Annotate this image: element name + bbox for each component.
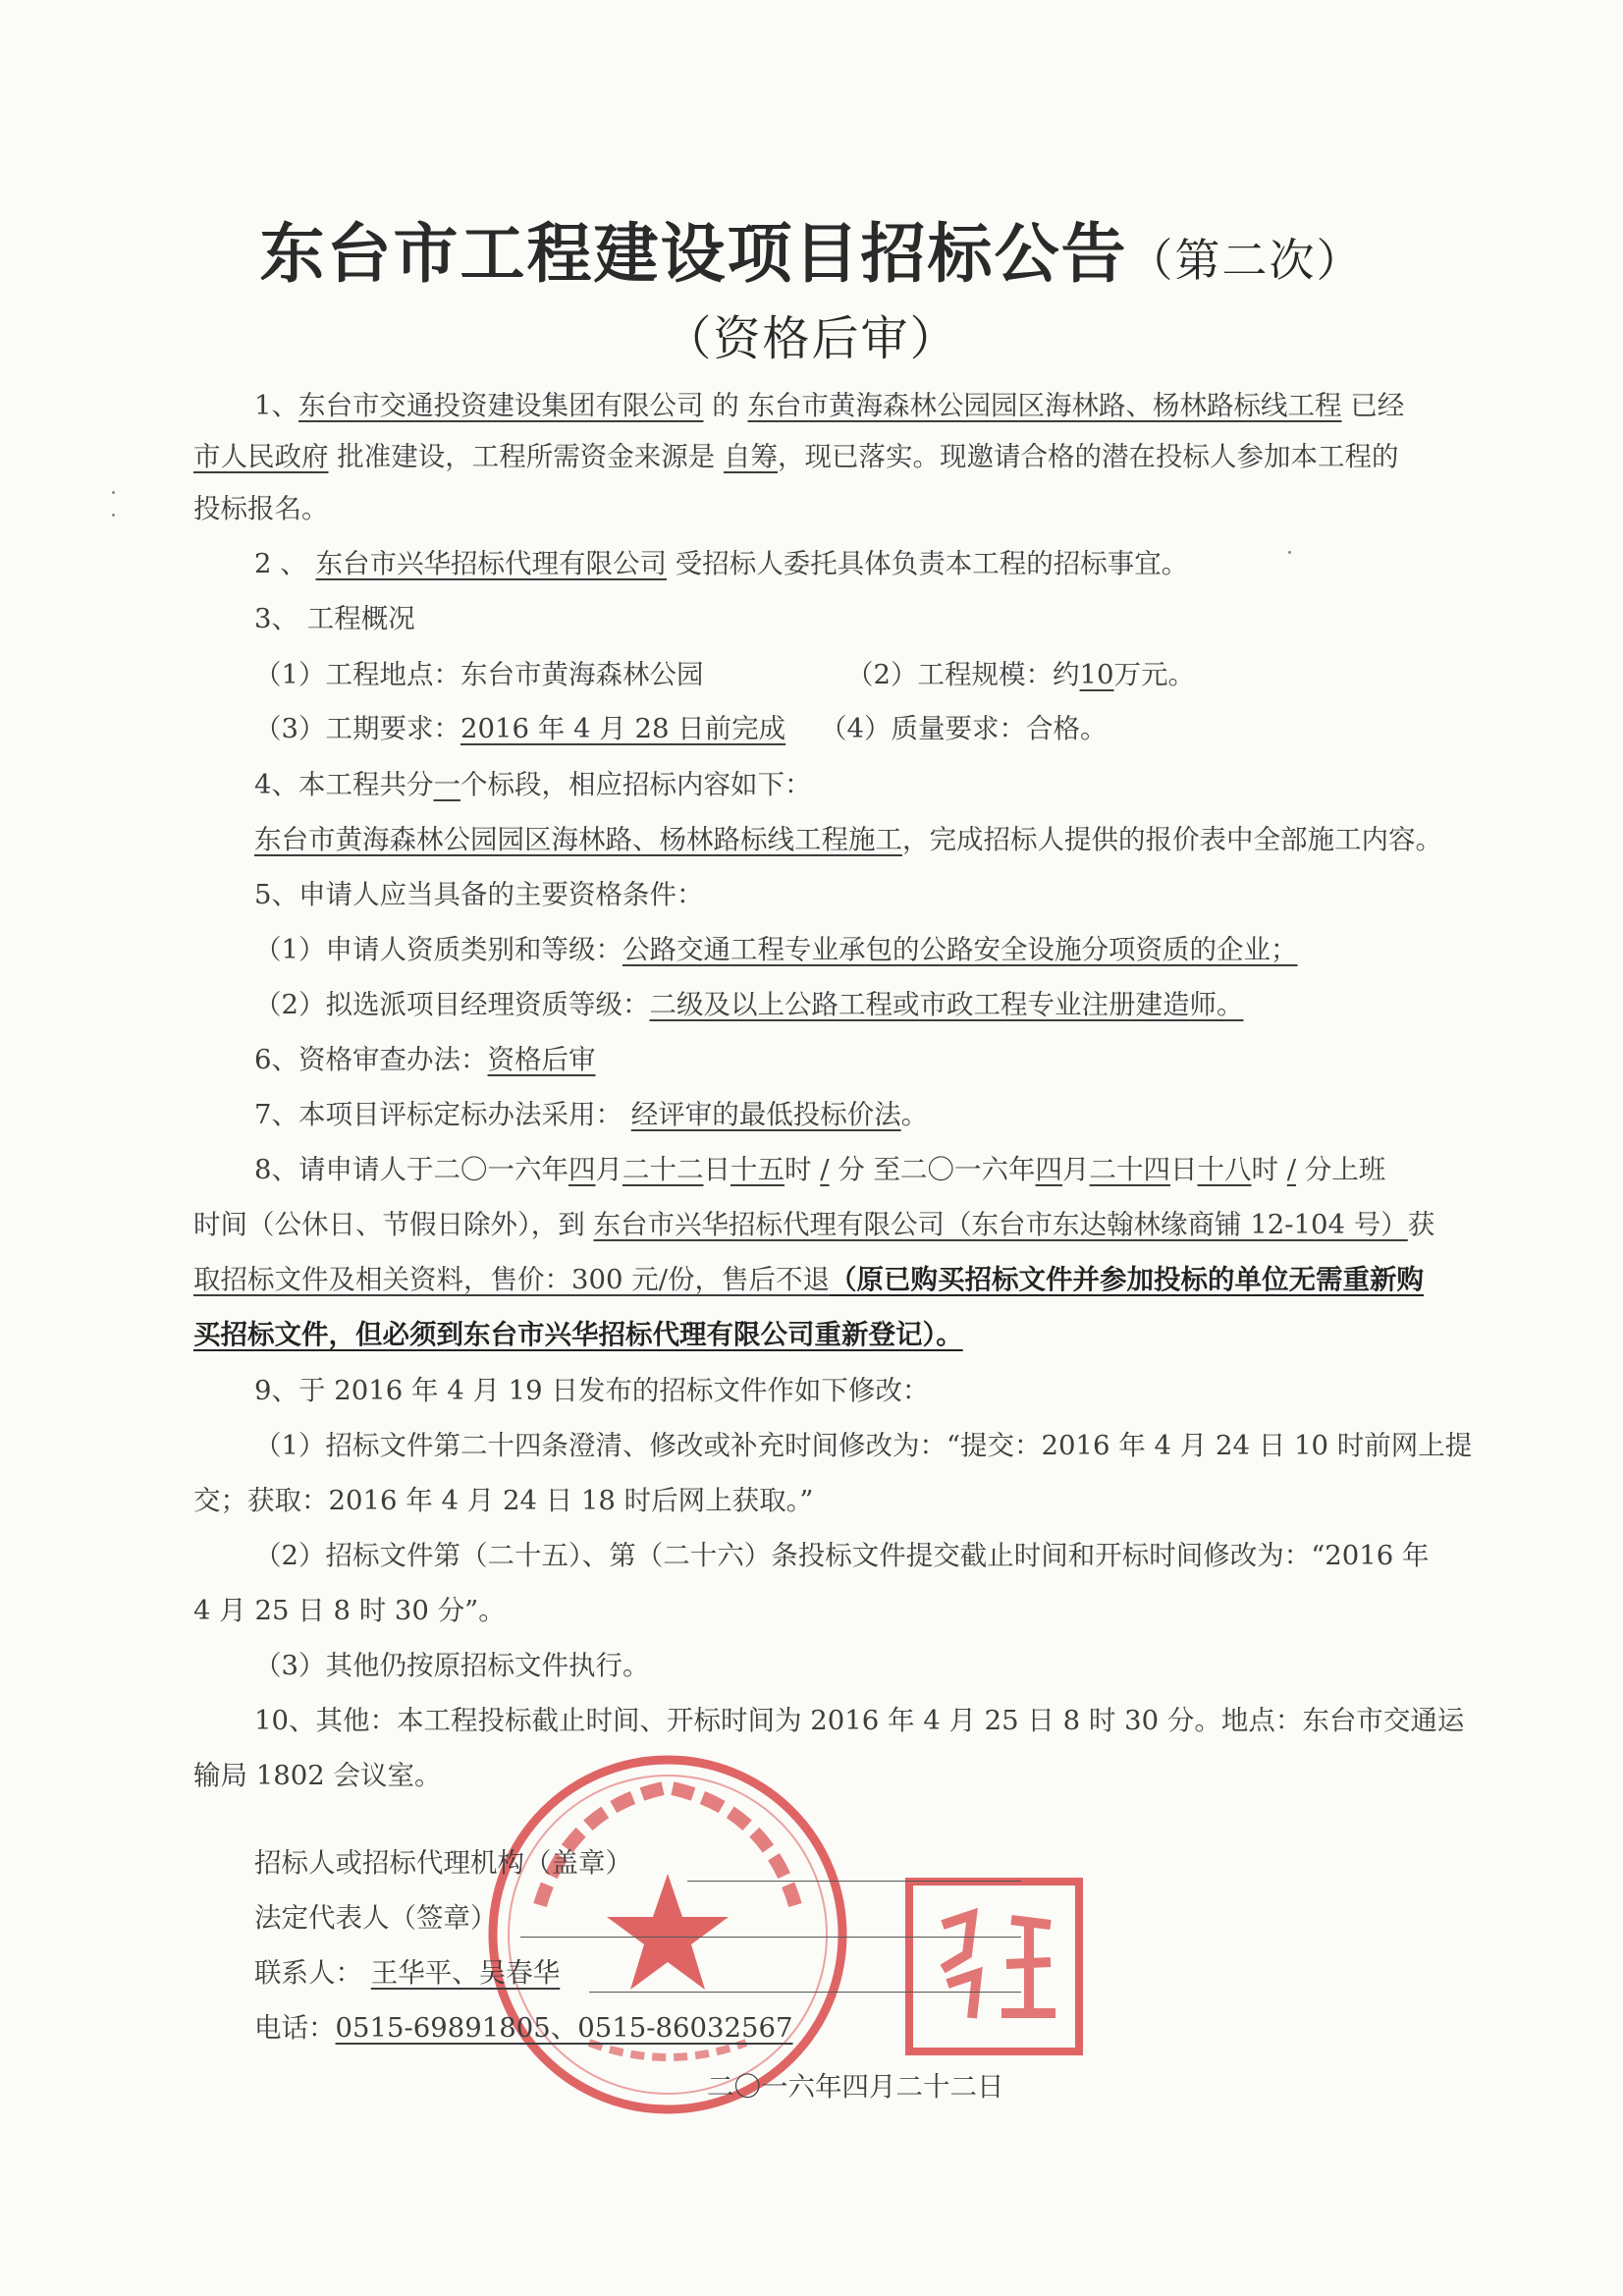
- p3-scale: （2）工程规模：约10万元。: [846, 659, 1195, 690]
- p8-line4: 买招标文件，但必须到东台市兴华招标代理有限公司重新登记）。: [193, 1319, 963, 1350]
- p9-item1-a: （1）招标文件第二十四条澄清、修改或补充时间修改为：“提交：2016 年 4 月 24 日 10 时前网上提: [254, 1430, 1473, 1461]
- org-sign-line: [687, 1881, 1021, 1882]
- rep-sign-line: [520, 1937, 1021, 1938]
- p5-cond1: （1）申请人资质类别和等级：公路交通工程专业承包的公路安全设施分项资质的企业；: [254, 934, 1298, 965]
- p10-line2: 输局 1802 会议室。: [193, 1760, 442, 1791]
- p9-head: 9、于 2016 年 4 月 19 日发布的招标文件作如下修改：: [254, 1375, 930, 1406]
- p9-item2-b: 4 月 25 日 8 时 30 分”。: [193, 1595, 506, 1626]
- scan-speck: [112, 514, 115, 517]
- p1-line2: 市人民政府 批准建设，工程所需资金来源是 自筹，现已落实。现邀请合格的潜在投标人参加本工程的: [193, 441, 1399, 472]
- approver: 市人民政府: [193, 441, 329, 472]
- title-main: 东台市工程建设项目招标公告: [259, 216, 1128, 292]
- company-seal: [481, 1748, 854, 2121]
- eval-method: 经评审的最低投标价法: [630, 1099, 901, 1130]
- p3-location: （1）工程地点：东台市黄海森林公园: [254, 659, 704, 690]
- p2-line: 2 、 东台市兴华招标代理有限公司 受招标人委托具体负责本工程的招标事宜。: [254, 548, 1189, 579]
- p4-line2: 东台市黄海森林公园园区海林路、杨林路标线工程施工，完成招标人提供的报价表中全部施工内容。: [254, 824, 1442, 855]
- contact-names: 王华平、吴春华: [370, 1957, 561, 1989]
- sign-rep-label: 法定代表人（签章）: [254, 1902, 498, 1934]
- p8-line1: 8、请申请人于二〇一六年四月二十二日十五时 / 分 至二〇一六年四月二十四日十八时 / 分上班: [254, 1154, 1386, 1185]
- p9-item2-a: （2）招标文件第（二十五）、第（二十六）条投标文件提交截止时间和开标时间修改为：“2016 年: [254, 1540, 1430, 1571]
- personal-seal: [903, 1876, 1085, 2057]
- sign-contact: 联系人： 王华平、吴春华: [254, 1957, 561, 1989]
- p9-item3: （3）其他仍按原招标文件执行。: [254, 1650, 650, 1681]
- bid-content: 东台市黄海森林公园园区海林路、杨林路标线工程施工: [254, 824, 902, 855]
- section-count: 一: [433, 769, 460, 800]
- review-method: 资格后审: [487, 1044, 596, 1075]
- p7-line: 7、本项目评标定标办法采用： 经评审的最低投标价法。: [254, 1099, 929, 1130]
- p1-line1: 1、东台市交通投资建设集团有限公司 的 东台市黄海森林公园园区海林路、杨林路标线工程 已经: [254, 390, 1405, 421]
- p5-head: 5、申请人应当具备的主要资格条件：: [254, 879, 704, 910]
- p5-cond2: （2）拟选派项目经理资质等级：二级及以上公路工程或市政工程专业注册建造师。: [254, 989, 1244, 1020]
- purchase-address: 东台市兴华招标代理有限公司（东台市东达翰林缘商铺 12-104 号）: [593, 1209, 1408, 1240]
- p8-line3: 取招标文件及相关资料，售价：300 元/份，售后不退（原已购买招标文件并参加投标的单位无需重新购: [193, 1264, 1424, 1295]
- cond2-value: 二级及以上公路工程或市政工程专业注册建造师。: [649, 989, 1244, 1020]
- document-subtitle: （资格后审）: [664, 311, 959, 366]
- project-name: 东台市黄海森林公园园区海林路、杨林路标线工程: [747, 390, 1342, 421]
- sign-phone: 电话：0515-69891805、0515-86032567: [254, 2012, 793, 2044]
- p3-head: 3、 工程概况: [254, 603, 415, 634]
- document-title: [0, 201, 1623, 295]
- p4-line1: 4、本工程共分一个标段，相应招标内容如下：: [254, 769, 812, 800]
- cond1-value: 公路交通工程专业承包的公路安全设施分项资质的企业；: [622, 934, 1298, 965]
- phone-numbers: 0515-69891805、0515-86032567: [335, 2012, 793, 2044]
- agency-name: 东台市兴华招标代理有限公司: [315, 548, 667, 579]
- p9-item1-b: 交；获取：2016 年 4 月 24 日 18 时后网上获取。”: [193, 1485, 814, 1516]
- fund-source: 自筹: [724, 441, 778, 472]
- scale-value: 10: [1079, 659, 1114, 690]
- scan-speck: [1288, 551, 1291, 554]
- contact-line: [589, 1992, 1021, 1993]
- p3-period: （3）工期要求：2016 年 4 月 28 日前完成: [254, 713, 786, 744]
- sign-date: 二〇一六年四月二十二日: [707, 2071, 1004, 2103]
- p3-quality: （4）质量要求：合格。: [820, 713, 1108, 744]
- p8-line2: 时间（公休日、节假日除外），到 东台市兴华招标代理有限公司（东台市东达翰林缘商铺 12-104 号）获: [193, 1209, 1435, 1240]
- title-suffix: （第二次）: [1127, 234, 1364, 287]
- tenderer-name: 东台市交通投资建设集团有限公司: [298, 390, 704, 421]
- scan-speck: [112, 491, 115, 494]
- p1-line3: 投标报名。: [193, 493, 329, 524]
- sign-org-label: 招标人或招标代理机构（盖章）: [254, 1847, 632, 1879]
- period-value: 2016 年 4 月 28 日前完成: [460, 713, 786, 744]
- p10-line1: 10、其他：本工程投标截止时间、开标时间为 2016 年 4 月 25 日 8 时 30 分。地点：东台市交通运: [254, 1705, 1465, 1736]
- p6-line: 6、资格审查办法：资格后审: [254, 1044, 596, 1075]
